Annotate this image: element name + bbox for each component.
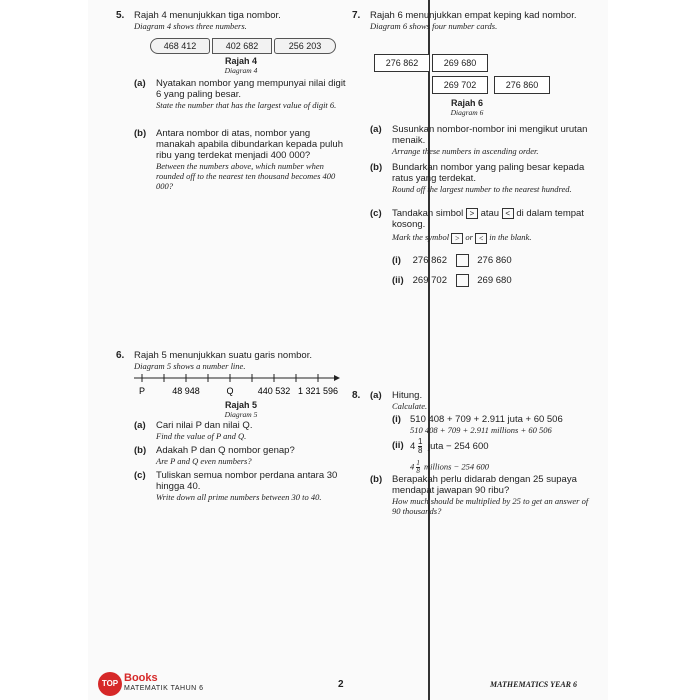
question-text-ms: Rajah 6 menunjukkan empat keping kad nombor. [370, 10, 577, 21]
part-text-ms: Antara nombor di atas, nombor yang manakah apabila dibundarkan kepada puluh ribu yang terdekat menjadi 400 000? [156, 128, 343, 161]
part-text-en: Arrange these numbers in ascending order. [392, 146, 539, 156]
part-text-en: Are P and Q even numbers? [156, 456, 252, 466]
logo-badge: TOP [98, 672, 122, 696]
number-line [134, 372, 344, 400]
diagram-caption-en: Diagram 5 [224, 410, 258, 419]
number-line-label: 1 321 596 [297, 386, 339, 396]
comparison-item [392, 254, 572, 267]
part-text-en: Write down all prime numbers between 30 to 40. [156, 492, 322, 502]
question-text-en: Diagram 5 shows a number line. [134, 361, 246, 371]
number-line-label: P [138, 386, 146, 396]
fraction [418, 438, 422, 455]
footer-subject: MATEMATIK TAHUN 6 [124, 685, 204, 692]
symbol-instruction-end: di dalam tempat kosong. [392, 208, 584, 231]
part-text-en [392, 232, 590, 244]
number-card: 276 860 [494, 76, 550, 94]
question-number: 6. [116, 350, 125, 361]
part-label: (b) [134, 128, 147, 139]
less-than-symbol: < [475, 233, 487, 244]
part-text-ms: Hitung. [392, 390, 423, 401]
diagram-caption-en: Diagram 4 [224, 66, 258, 75]
answer-blank[interactable] [456, 254, 469, 267]
less-than-symbol: < [502, 208, 514, 219]
number-tag: 256 203 [274, 38, 336, 54]
question-text-en: Diagram 6 shows four number cards. [370, 21, 498, 31]
mixed-number-whole: 4 [410, 441, 416, 453]
part-text-ms: Berapakah perlu didarab dengan 25 supaya mendapat jawapan 90 ribu? [392, 474, 577, 496]
publisher-logo [88, 672, 208, 698]
question-text-ms: Rajah 4 menunjukkan tiga nombor. [134, 10, 281, 21]
right-value: 269 680 [477, 275, 512, 287]
number-line-label: Q [226, 386, 234, 396]
symbol-instruction-en-or: or [465, 232, 473, 243]
worksheet-page [88, 0, 608, 700]
expression-en: millions − 254 600 [424, 461, 490, 472]
question-number: 8. [352, 390, 361, 401]
part-text-en: Between the numbers above, which number when rounded off to the nearest ten thousand becomes 400 000? [156, 161, 336, 191]
question-number: 7. [352, 10, 361, 21]
fraction-denominator: 8 [416, 467, 420, 475]
fraction [416, 460, 420, 475]
fraction-numerator: 1 [417, 437, 423, 446]
greater-than-symbol: > [451, 233, 463, 244]
number-card: 269 680 [432, 54, 488, 72]
part-text-en: How much should be multiplied by 25 to get an answer of 90 thousands? [392, 496, 589, 516]
part-label: (c) [370, 208, 382, 219]
number-tag: 402 682 [212, 38, 272, 54]
part-label: (a) [134, 420, 146, 431]
diagram-caption: Rajah 5 [224, 400, 257, 410]
number-line-label: 440 532 [257, 386, 291, 396]
left-value: 269 702 [412, 275, 447, 287]
logo-text: Books [124, 672, 158, 684]
item-label: (i) [392, 414, 401, 425]
part-text-ms: Nyatakan nombor yang mempunyai nilai digit 6 yang paling besar. [156, 78, 346, 100]
left-value: 276 862 [412, 255, 447, 267]
question-text-ms: Rajah 5 menunjukkan suatu garis nombor. [134, 350, 312, 361]
part-text-en: Find the value of P and Q. [156, 431, 247, 441]
part-label: (a) [370, 124, 382, 135]
part-label: (b) [370, 162, 383, 173]
symbol-instruction-en: Mark the symbol [392, 232, 450, 243]
question-text-en: Diagram 4 shows three numbers. [134, 21, 247, 31]
part-label: (b) [370, 474, 383, 485]
symbol-instruction-en-end: in the blank. [489, 232, 532, 243]
part-text-ms: Adakah P dan Q nombor genap? [156, 445, 295, 456]
expression-en: 510 408 + 709 + 2.911 millions + 60 506 [410, 425, 552, 435]
number-line-label: 48 948 [172, 386, 200, 396]
page-number: 2 [338, 679, 344, 690]
part-text-en: Round off the largest number to the nearest hundred. [392, 184, 572, 194]
diagram-caption: Rajah 4 [224, 56, 257, 66]
part-label: (b) [134, 445, 147, 456]
footer-title: MATHEMATICS YEAR 6 [490, 680, 577, 689]
part-text-ms [392, 208, 590, 230]
symbol-instruction: Tandakan simbol [392, 208, 464, 220]
item-label: (ii) [392, 275, 404, 287]
part-text-ms: Bundarkan nombor yang paling besar kepada ratus yang terdekat. [392, 162, 585, 184]
symbol-instruction-or: atau [480, 208, 500, 220]
number-tag: 468 412 [150, 38, 210, 54]
answer-blank[interactable] [456, 274, 469, 287]
question-number: 5. [116, 10, 125, 21]
part-text-en: State the number that has the largest value of digit 6. [156, 100, 337, 110]
part-text-ms: Susunkan nombor-nombor ini mengikut urutan menaik. [392, 124, 588, 146]
greater-than-symbol: > [466, 208, 478, 219]
diagram-caption-en: Diagram 6 [450, 108, 484, 117]
fraction-denominator: 8 [417, 446, 423, 455]
expression-ms: 510 408 + 709 + 2.911 juta + 60 506 [410, 414, 563, 425]
part-label: (a) [370, 390, 382, 401]
mixed-number-expression-en [410, 460, 600, 475]
expression-ms: juta − 254 600 [428, 441, 489, 453]
mixed-number-expression [410, 438, 600, 455]
number-card: 276 862 [374, 54, 430, 72]
part-text-ms: Cari nilai P dan nilai Q. [156, 420, 253, 431]
number-card: 269 702 [432, 76, 488, 94]
right-value: 276 860 [477, 255, 512, 267]
fraction-numerator: 1 [416, 459, 420, 467]
part-text-ms: Tuliskan semua nombor perdana antara 30 hingga 40. [156, 470, 338, 492]
part-text-en: Calculate. [392, 401, 428, 411]
part-label: (a) [134, 78, 146, 89]
item-label: (ii) [392, 440, 404, 451]
item-label: (i) [392, 255, 401, 267]
diagram-caption: Rajah 6 [450, 98, 483, 108]
part-label: (c) [134, 470, 146, 481]
mixed-number-whole: 4 [410, 461, 415, 472]
comparison-item [392, 274, 572, 287]
